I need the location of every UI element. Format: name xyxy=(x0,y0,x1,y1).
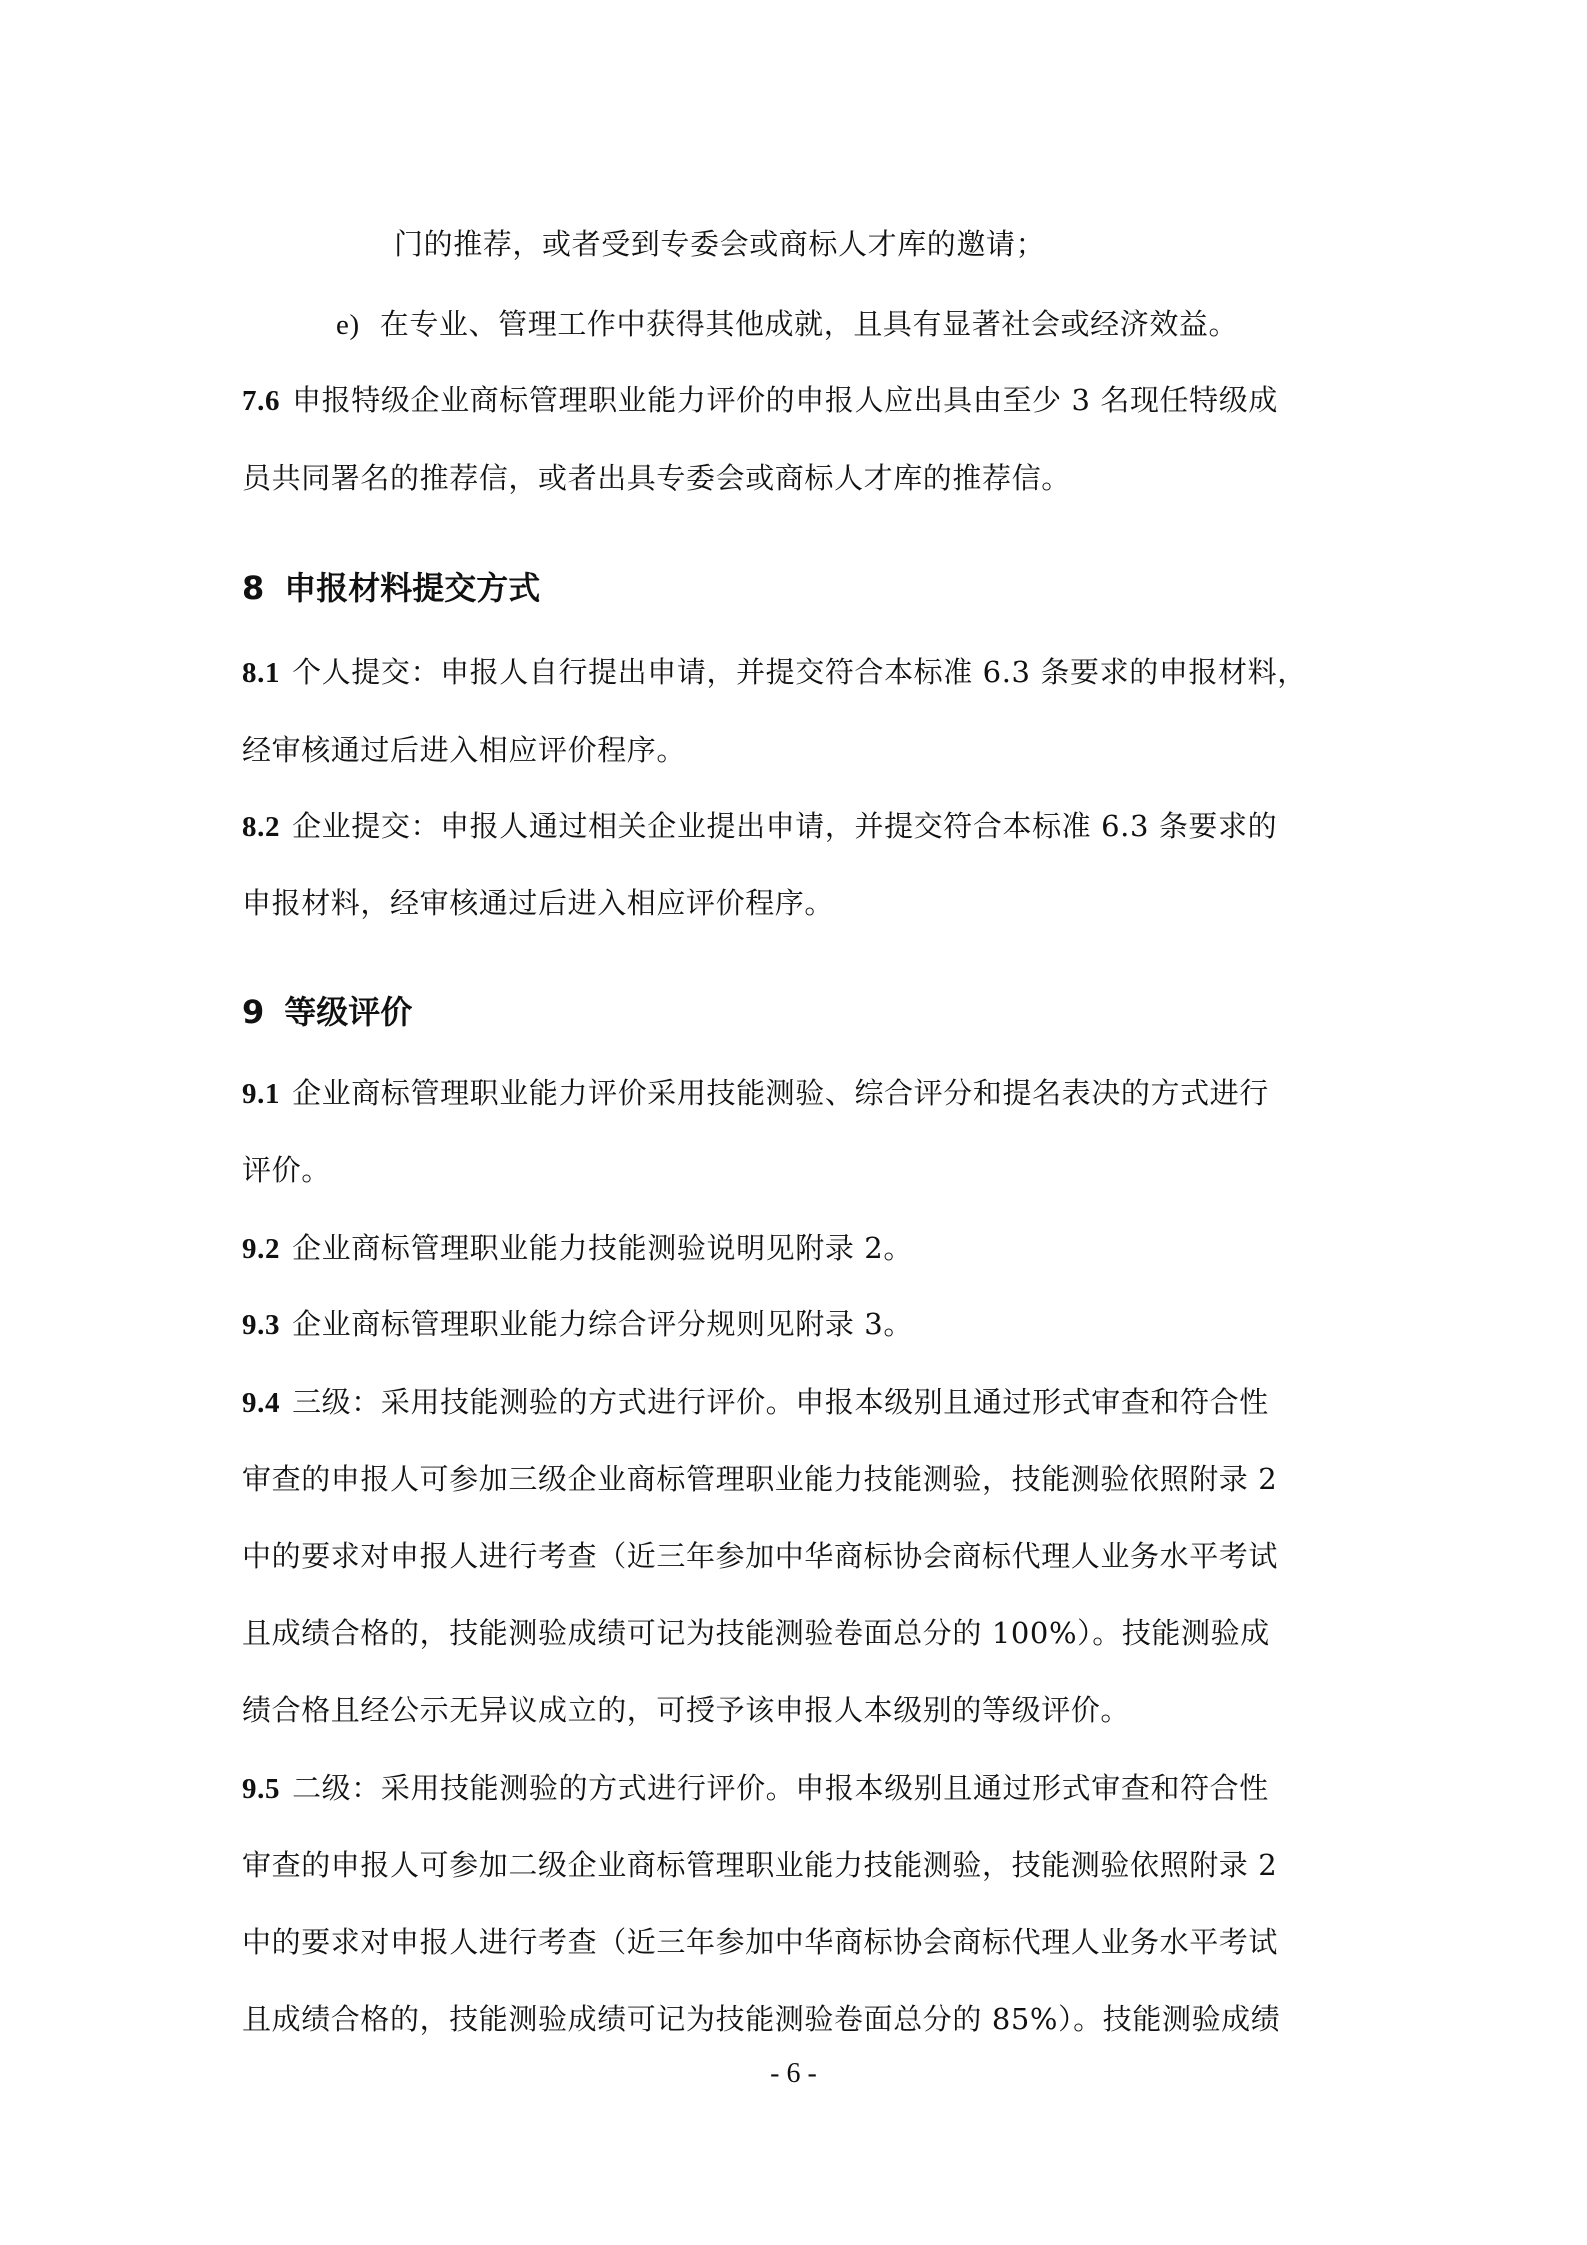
clause-9-4-line-3: 中的要求对申报人进行考查（近三年参加中华商标协会商标代理人业务水平考试 xyxy=(242,1539,1279,1573)
clause-9-5-line-3: 中的要求对申报人进行考查（近三年参加中华商标协会商标代理人业务水平考试 xyxy=(242,1925,1279,1959)
clause-number: 7.6 xyxy=(242,385,281,417)
clause-text: 二级：采用技能测验的方式进行评价。申报本级别且通过形式审查和符合性 xyxy=(292,1771,1269,1805)
clause-9-4-line-1 xyxy=(242,1382,1362,1423)
clause-number: 8.2 xyxy=(242,811,281,843)
clause-number: 9.4 xyxy=(242,1387,281,1419)
clause-text: 三级：采用技能测验的方式进行评价。申报本级别且通过形式审查和符合性 xyxy=(292,1385,1269,1419)
clause-9-4-line-2: 审查的申报人可参加三级企业商标管理职业能力技能测验，技能测验依照附录 2 xyxy=(242,1462,1278,1496)
section-number: 9 xyxy=(242,993,265,1031)
clause-9-4-line-4: 且成绩合格的，技能测验成绩可记为技能测验卷面总分的 100%）。技能测验成 xyxy=(242,1616,1270,1650)
list-item-text: 在专业、管理工作中获得其他成就，且具有显著社会或经济效益。 xyxy=(379,307,1239,341)
clause-9-5-line-2: 审查的申报人可参加二级企业商标管理职业能力技能测验，技能测验依照附录 2 xyxy=(242,1848,1278,1882)
section-title: 等级评价 xyxy=(284,993,413,1031)
section-title: 申报材料提交方式 xyxy=(284,569,541,607)
clause-9-1-line-2: 评价。 xyxy=(242,1153,331,1187)
clause-text: 企业商标管理职业能力综合评分规则见附录 3。 xyxy=(292,1307,913,1341)
clause-text: 企业商标管理职业能力技能测验说明见附录 2。 xyxy=(292,1231,913,1265)
clause-9-1-line-1 xyxy=(242,1073,1362,1114)
clause-9-4-line-5: 绩合格且经公示无异议成立的，可授予该申报人本级别的等级评价。 xyxy=(242,1693,1131,1727)
clause-7-6-line-1 xyxy=(242,380,1362,421)
section-9-heading xyxy=(242,990,412,1034)
list-item-label: e) xyxy=(336,309,360,341)
list-item-d-continuation: 门的推荐，或者受到专委会或商标人才库的邀请； xyxy=(394,227,1046,261)
clause-number: 9.5 xyxy=(242,1773,281,1805)
clause-text: 申报特级企业商标管理职业能力评价的申报人应出具由至少 3 名现任特级成 xyxy=(292,383,1278,417)
clause-9-5-line-4: 且成绩合格的，技能测验成绩可记为技能测验卷面总分的 85%）。技能测验成绩 xyxy=(242,2002,1281,2036)
clause-9-5-line-1 xyxy=(242,1768,1362,1809)
list-item-e xyxy=(336,304,1456,345)
clause-8-1-line-2: 经审核通过后进入相应评价程序。 xyxy=(242,733,687,767)
clause-8-1-line-1 xyxy=(242,652,1362,693)
clause-number: 9.2 xyxy=(242,1233,281,1265)
clause-8-2-line-2: 申报材料，经审核通过后进入相应评价程序。 xyxy=(242,886,835,920)
clause-number: 8.1 xyxy=(242,657,281,689)
clause-text: 企业商标管理职业能力评价采用技能测验、综合评分和提名表决的方式进行 xyxy=(292,1076,1269,1110)
section-8-heading xyxy=(242,566,540,610)
clause-9-3 xyxy=(242,1304,1362,1345)
section-number: 8 xyxy=(242,569,265,607)
clause-text: 企业提交：申报人通过相关企业提出申请，并提交符合本标准 6.3 条要求的 xyxy=(292,809,1278,843)
clause-number: 9.3 xyxy=(242,1309,281,1341)
clause-9-2 xyxy=(242,1228,1362,1269)
clause-text: 个人提交：申报人自行提出申请，并提交符合本标准 6.3 条要求的申报材料， xyxy=(292,655,1307,689)
clause-number: 9.1 xyxy=(242,1078,281,1110)
page-number: - 6 - xyxy=(770,2058,817,2089)
clause-8-2-line-1 xyxy=(242,806,1362,847)
clause-7-6-line-2: 员共同署名的推荐信，或者出具专委会或商标人才库的推荐信。 xyxy=(242,461,1071,495)
